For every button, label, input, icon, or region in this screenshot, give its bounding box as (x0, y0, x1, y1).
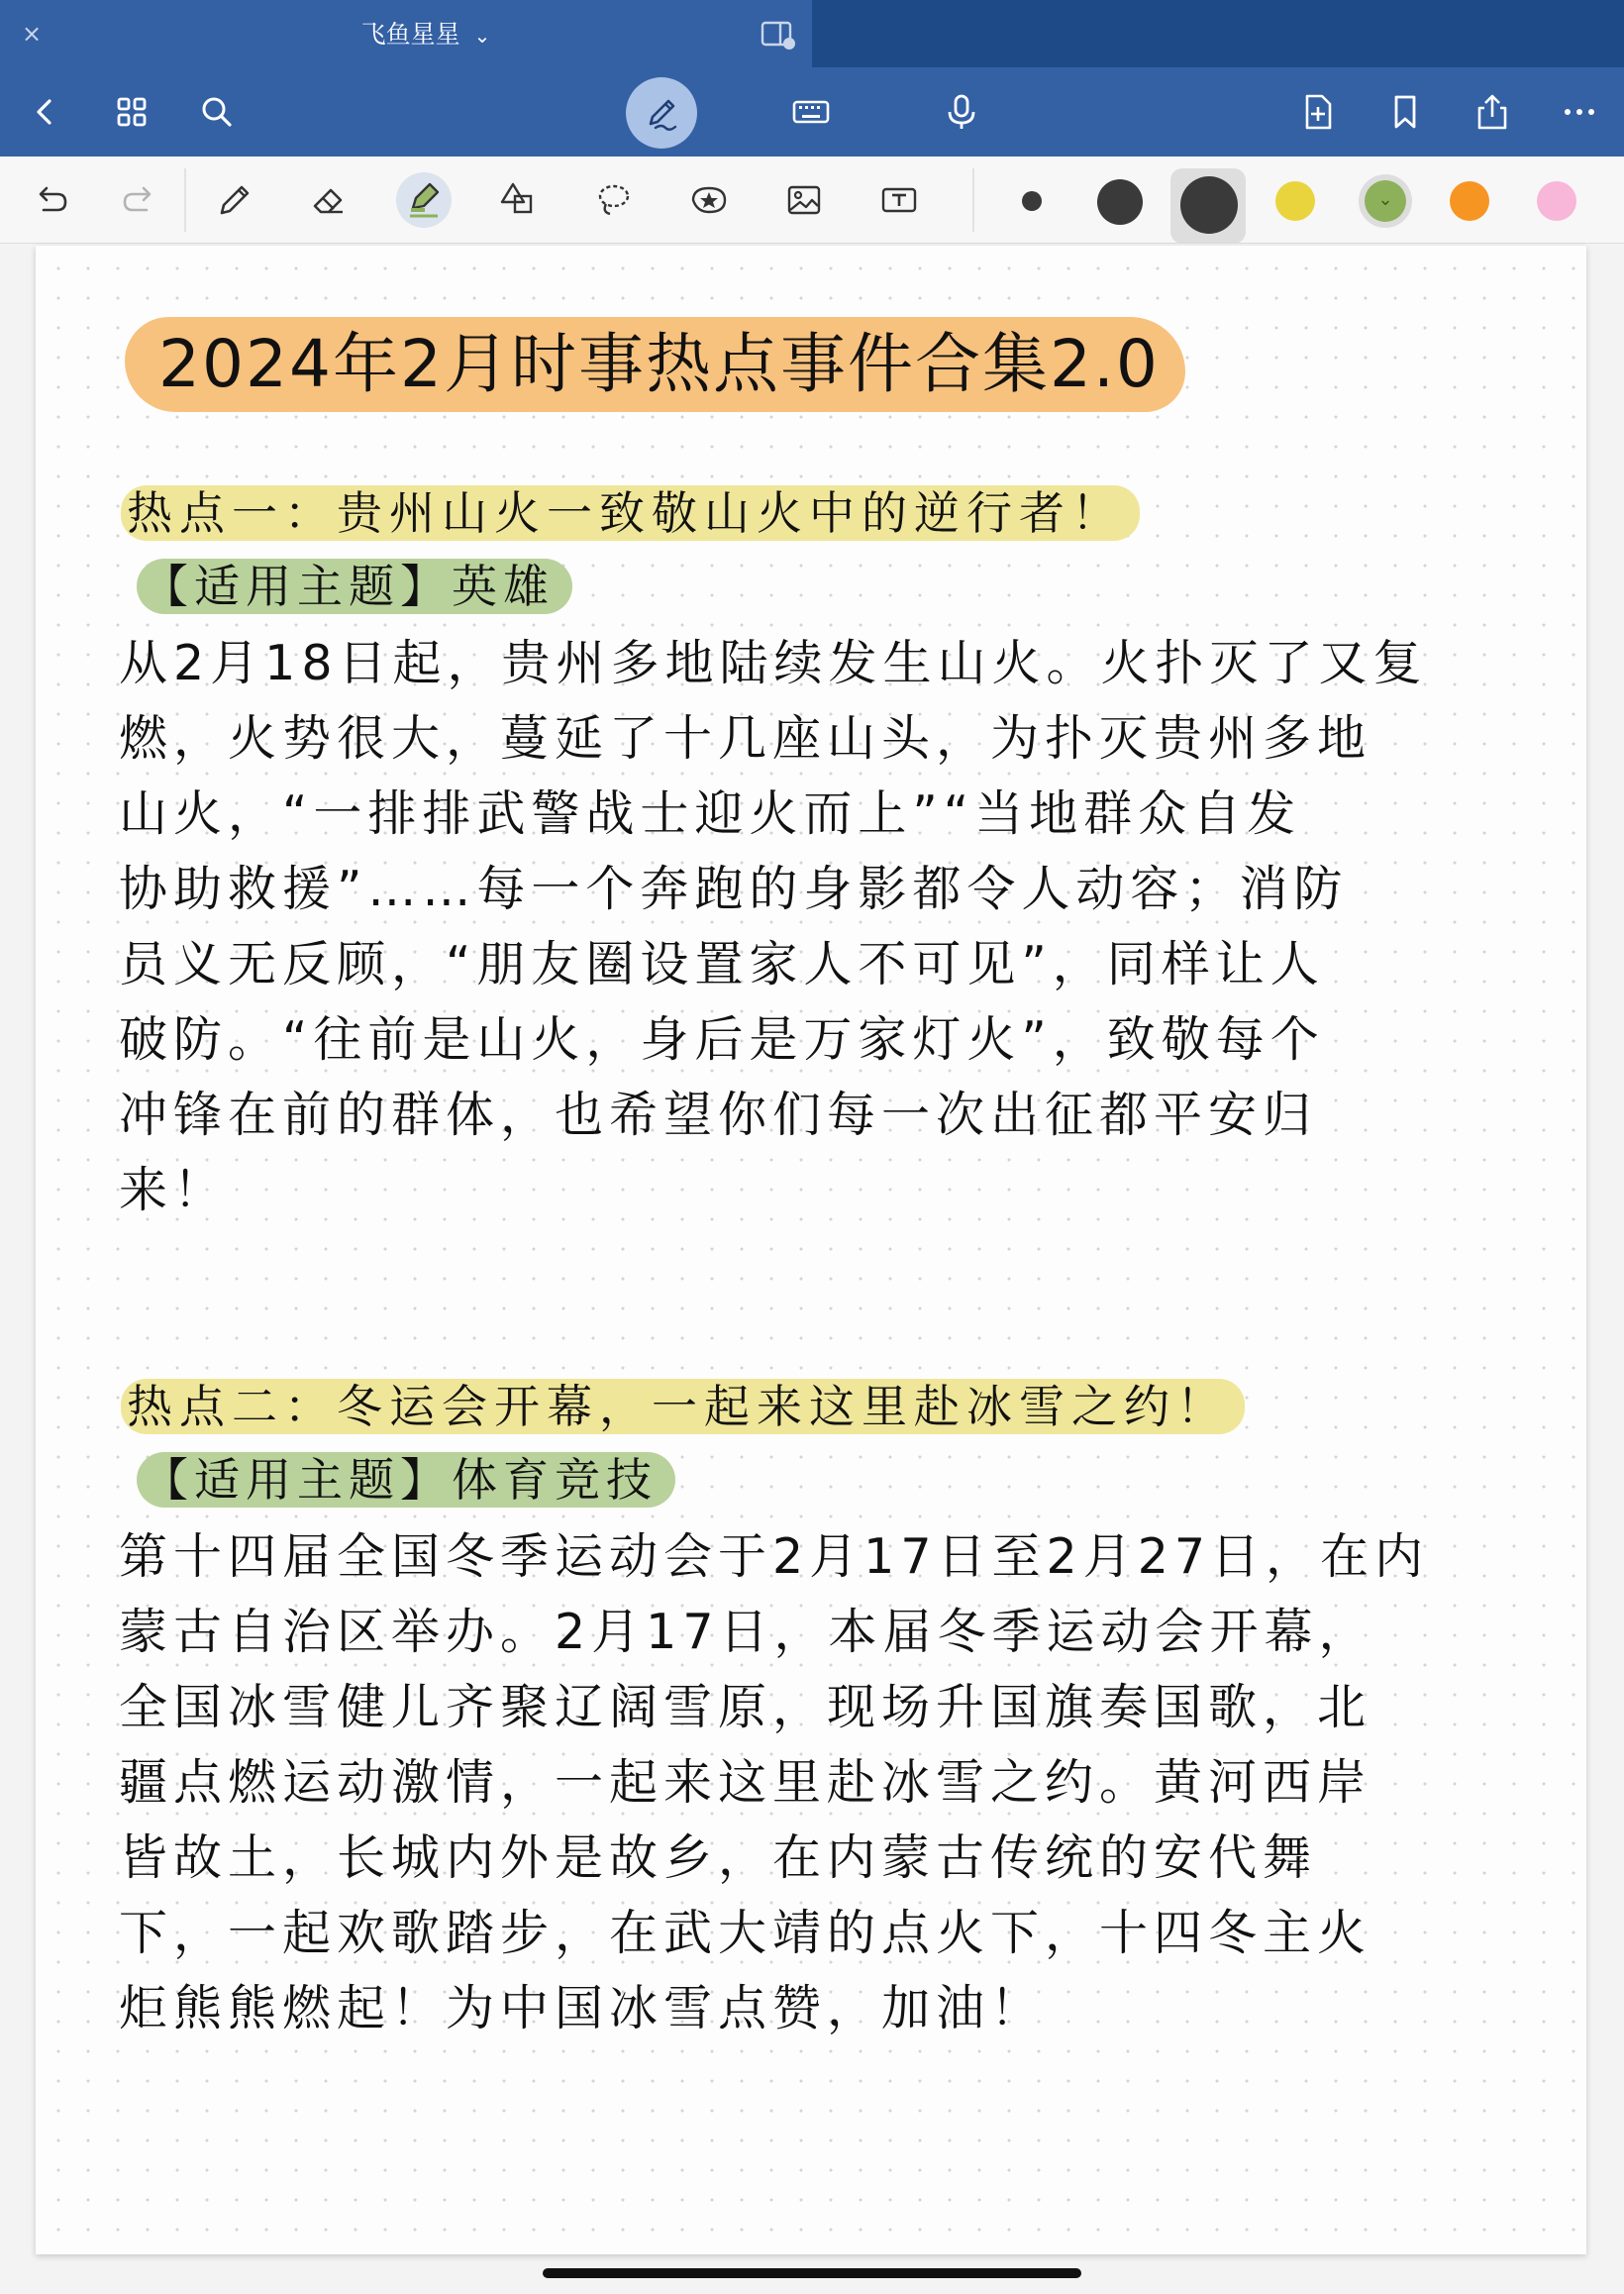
bookmark-icon[interactable] (1380, 87, 1430, 137)
home-indicator[interactable] (543, 2268, 1081, 2278)
body-line: 疆点燃运动激情，一起来这里赴冰雪之约。黄河西岸 (119, 1754, 1372, 1811)
textbox-icon[interactable] (871, 172, 927, 228)
highlighter-icon[interactable] (396, 172, 452, 228)
eraser-icon[interactable] (301, 172, 356, 228)
back-icon[interactable] (20, 87, 69, 137)
body-line: 燃，火势很大，蔓延了十几座山头，为扑灭贵州多地 (119, 710, 1372, 767)
body-line: 破防。“往前是山火，身后是万家灯火”，致敬每个 (119, 1011, 1325, 1068)
body-line: 下，一起欢歌踏步，在武大靖的点火下，十四冬主火 (119, 1905, 1372, 1961)
body-line: 皆故土，长城内外是故乡，在内蒙古传统的安代舞 (119, 1829, 1318, 1886)
grid-icon[interactable] (107, 87, 156, 137)
color-swatch-green-ring[interactable] (1359, 174, 1412, 228)
page-title: 2024年2月时事热点事件合集2.0 (125, 317, 1185, 412)
theme-label: 【适用主题】英雄 (137, 559, 572, 614)
body-line: 员义无反顾，“朋友圈设置家人不可见”，同样让人 (119, 936, 1325, 992)
sticker-icon[interactable] (681, 172, 737, 228)
body-line: 协助救援”……每一个奔跑的身影都令人动容；消防 (119, 861, 1349, 917)
shapes-icon[interactable] (491, 172, 547, 228)
color-swatch-pink[interactable] (1537, 181, 1576, 221)
close-tab-icon[interactable]: × (21, 20, 43, 48)
theme-label: 【适用主题】体育竞技 (137, 1452, 675, 1508)
body-line: 全国冰雪健儿齐聚辽阔雪原，现场升国旗奏国歌，北 (119, 1679, 1372, 1735)
undo-icon[interactable] (24, 172, 79, 228)
microphone-icon[interactable] (937, 87, 986, 137)
tab-title[interactable] (327, 18, 525, 52)
body-line: 山火，“一排排武警战士迎火而上”“当地群众自发 (119, 785, 1302, 842)
chevron-down-icon: ⌄ (473, 24, 491, 48)
body-line: 冲锋在前的群体，也希望你们每一次出征都平安归 (119, 1087, 1318, 1143)
add-page-icon[interactable] (1293, 87, 1343, 137)
main-toolbar (0, 67, 1624, 156)
redo-icon[interactable] (111, 172, 166, 228)
color-swatch-black-small[interactable] (1022, 191, 1042, 211)
share-icon[interactable] (1468, 87, 1517, 137)
section-heading: 热点一：贵州山火一致敬山火中的逆行者！ (121, 485, 1140, 541)
body-line: 炬熊熊燃起！为中国冰雪点赞，加油！ (119, 1980, 1046, 2036)
body-line: 从2月18日起，贵州多地陆续发生山火。火扑灭了又复 (119, 635, 1428, 691)
split-view-icon[interactable] (761, 20, 796, 50)
tab-title-text: 飞鱼星星 (360, 20, 460, 49)
keyboard-icon[interactable] (786, 87, 836, 137)
document-tab[interactable] (0, 0, 812, 67)
chevron-down-icon: ⌄ (1365, 180, 1406, 222)
pen-icon[interactable] (206, 172, 261, 228)
color-swatch-black-medium[interactable] (1097, 179, 1143, 225)
color-swatch-orange[interactable] (1450, 181, 1489, 221)
tool-strip (0, 156, 1624, 244)
title-bar (0, 0, 1624, 67)
divider (972, 168, 974, 232)
image-icon[interactable] (776, 172, 832, 228)
pen-mode-icon[interactable] (626, 77, 697, 149)
body-line: 第十四届全国冬季运动会于2月17日至2月27日，在内 (119, 1528, 1430, 1585)
lasso-icon[interactable] (586, 172, 642, 228)
notebook-page[interactable] (36, 246, 1586, 2254)
search-icon[interactable] (192, 87, 242, 137)
divider (184, 168, 186, 232)
body-line: 蒙古自治区举办。2月17日，本届冬季运动会开幕， (119, 1604, 1373, 1660)
color-swatch-black-large[interactable] (1180, 176, 1238, 234)
section-heading: 热点二：冬运会开幕，一起来这里赴冰雪之约！ (121, 1379, 1245, 1434)
body-line: 来！ (119, 1162, 229, 1218)
color-swatch-yellow[interactable] (1275, 181, 1315, 221)
more-icon[interactable] (1555, 87, 1604, 137)
